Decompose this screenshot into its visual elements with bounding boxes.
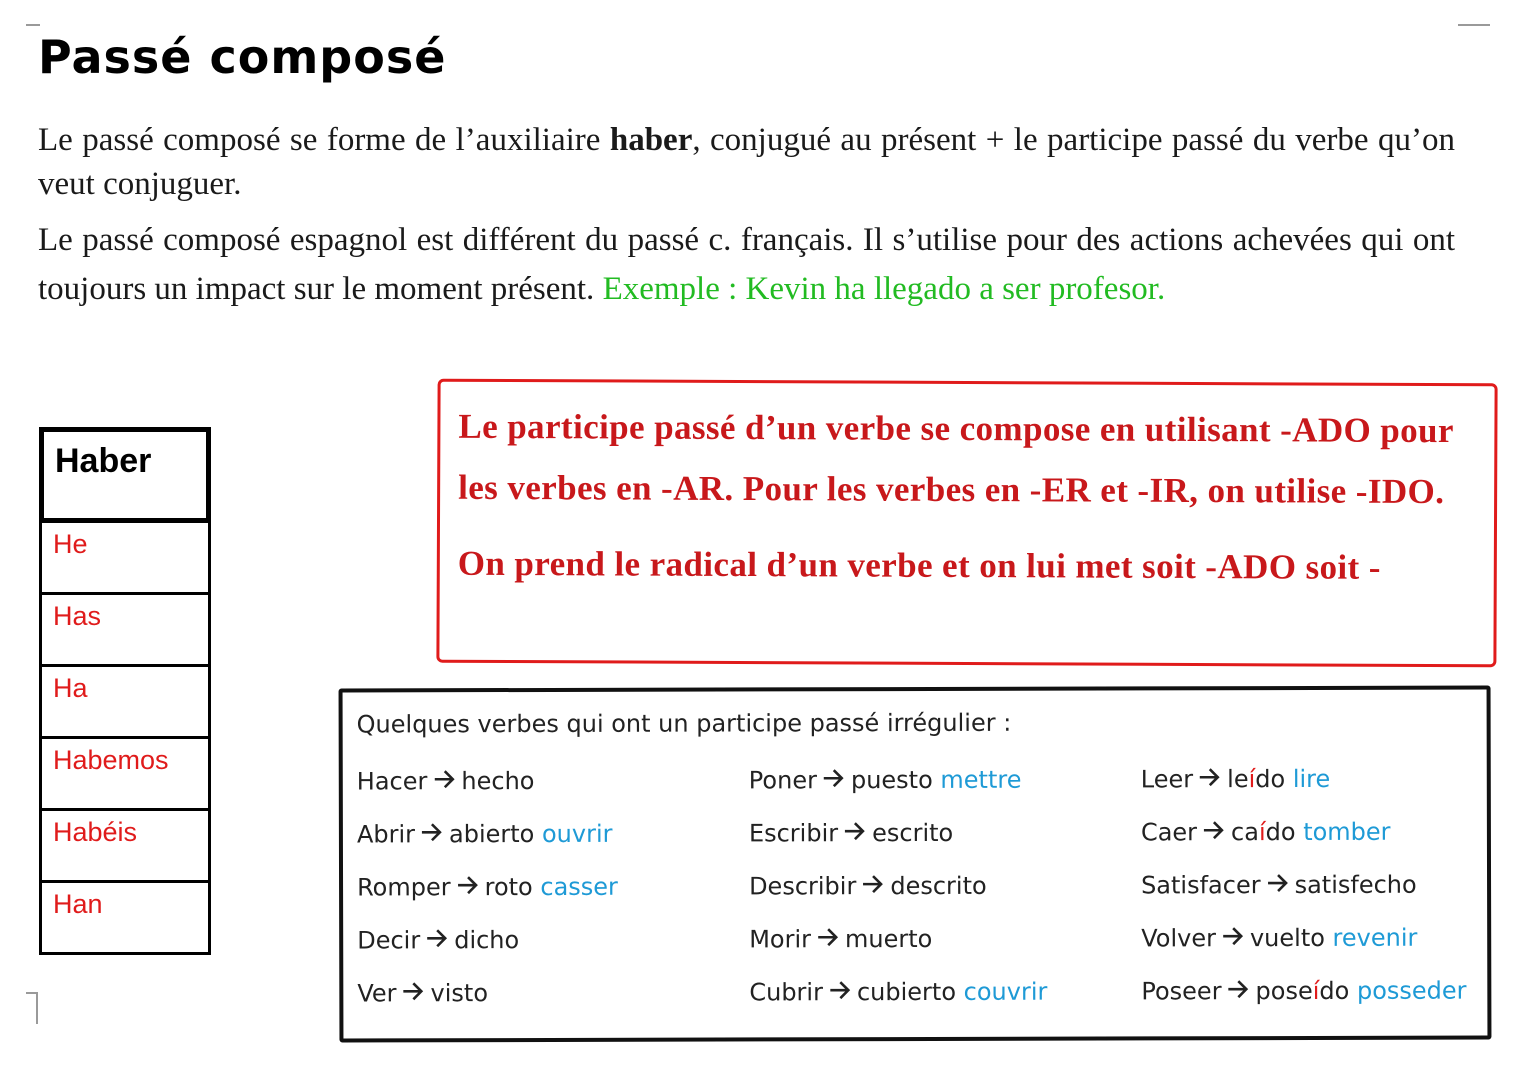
verb-infinitive: Poseer	[1141, 977, 1222, 1006]
usage-text: Le passé composé espagnol est différent du passé c. français. Il s’utilise pour des actions achevées qui ont toujours un impact sur le moment présent.	[38, 222, 1455, 307]
right-arrow-icon	[426, 914, 448, 967]
verb-entry	[749, 965, 1139, 1019]
right-arrow-icon	[402, 967, 424, 1020]
verb-participle: escrito	[872, 818, 954, 848]
right-arrow-icon	[1267, 859, 1289, 912]
intro-paragraph	[38, 118, 1455, 206]
right-arrow-icon	[1222, 912, 1244, 965]
verb-entry	[1141, 805, 1527, 859]
verb-participle	[1256, 977, 1350, 1005]
page-title: Passé composé	[38, 30, 447, 84]
verb-infinitive: Leer	[1140, 765, 1194, 794]
accent-letter: í	[1258, 818, 1266, 847]
participle-part: do	[1255, 765, 1286, 794]
verb-infinitive: Hacer	[356, 767, 428, 796]
verb-infinitive: Abrir	[356, 820, 416, 849]
intro-text-before: Le passé composé se forme de l’auxiliaire	[38, 122, 610, 158]
usage-paragraph	[38, 216, 1455, 314]
verb-infinitive: Satisfacer	[1141, 871, 1261, 900]
verb-entry	[749, 806, 1139, 860]
verb-column	[357, 754, 748, 1020]
french-translation: tomber	[1303, 817, 1391, 846]
page-corner-mark	[36, 992, 38, 1024]
haber-table-row: Ha	[39, 664, 211, 739]
verb-infinitive: Caer	[1140, 818, 1198, 847]
french-translation: casser	[540, 872, 618, 901]
right-arrow-icon	[1199, 753, 1221, 806]
verb-infinitive: Romper	[357, 873, 451, 902]
verb-participle: hecho	[461, 766, 535, 796]
right-arrow-icon	[421, 808, 443, 861]
verb-infinitive: Morir	[749, 925, 812, 954]
french-translation: lire	[1292, 764, 1331, 794]
verb-participle: satisfecho	[1294, 870, 1417, 900]
verb-entry	[1141, 752, 1527, 806]
french-translation: mettre	[940, 765, 1022, 794]
verb-participle: abierto	[448, 819, 535, 849]
accent-letter: í	[1248, 765, 1256, 794]
irregular-verbs-heading: Quelques verbes qui ont un participe passé irrégulier :	[356, 708, 1012, 739]
verb-entry	[357, 913, 747, 967]
verb-entry	[357, 807, 747, 861]
verb-participle: roto	[484, 873, 533, 902]
french-translation: ouvrir	[541, 819, 613, 848]
haber-table-row: Has	[39, 592, 211, 667]
verb-entry	[357, 754, 747, 808]
haber-table-row: Habéis	[39, 808, 211, 883]
right-arrow-icon	[844, 807, 866, 860]
accent-letter: í	[1312, 976, 1320, 1005]
verb-participle	[1227, 765, 1285, 793]
haber-table-header: Haber	[39, 427, 211, 523]
irregular-verbs-box	[339, 685, 1492, 1042]
verb-infinitive: Ver	[357, 979, 397, 1008]
haber-conjugation-table	[39, 430, 211, 955]
french-translation: revenir	[1332, 923, 1418, 952]
verb-infinitive: Escribir	[748, 819, 839, 848]
participle-part: ca	[1230, 818, 1259, 847]
participle-rule-box	[436, 379, 1497, 668]
french-translation: couvrir	[963, 977, 1048, 1006]
participle-part: le	[1227, 765, 1249, 794]
verb-infinitive: Poner	[748, 766, 817, 795]
right-arrow-icon	[1227, 965, 1249, 1018]
verb-participle: cubierto	[856, 977, 957, 1007]
participle-part: pose	[1255, 976, 1313, 1006]
right-arrow-icon	[457, 861, 479, 914]
verb-entry	[357, 966, 747, 1020]
verb-participle	[1231, 818, 1296, 846]
verb-participle: muerto	[844, 924, 933, 954]
right-arrow-icon	[817, 913, 839, 966]
rule-text: Le participe passé d’un verbe se compose en utilisant -ADO pour les verbes en -AR. Pour les verbes en -ER et -IR, on utilise -IDO.	[458, 406, 1454, 512]
right-arrow-icon	[1203, 806, 1225, 859]
verb-entry	[749, 912, 1139, 966]
participle-part: do	[1265, 818, 1296, 847]
right-arrow-icon	[823, 754, 845, 807]
verb-infinitive: Describir	[749, 872, 857, 901]
verb-entry	[357, 860, 747, 914]
rule-text-radical: On prend le radical d’un verbe et on lui met soit -ADO soit -	[457, 543, 1381, 587]
verb-participle: visto	[430, 979, 489, 1008]
verb-participle: puesto	[850, 765, 933, 795]
verb-infinitive: Volver	[1141, 924, 1216, 953]
example-sentence: Exemple : Kevin ha llegado a ser profesor.	[602, 271, 1166, 307]
page-corner-mark	[26, 24, 40, 26]
verb-entry	[1141, 911, 1527, 965]
haber-table-row: He	[39, 520, 211, 595]
verb-participle: descrito	[890, 871, 987, 901]
verb-entry	[749, 753, 1139, 807]
verb-entry	[1141, 964, 1527, 1018]
verb-entry	[1141, 858, 1527, 912]
french-translation: posseder	[1356, 976, 1467, 1005]
verb-entry	[749, 859, 1139, 913]
intro-text-after: , conjugué au présent + le participe passé du verbe qu’on veut conjuguer.	[38, 122, 1455, 202]
verb-column	[1141, 752, 1527, 1018]
haber-table-row: Habemos	[39, 736, 211, 811]
verb-infinitive: Cubrir	[749, 978, 823, 1007]
participle-part: do	[1319, 976, 1350, 1005]
verb-participle: dicho	[454, 926, 520, 955]
right-arrow-icon	[433, 755, 455, 808]
verb-column	[749, 753, 1140, 1019]
haber-table-row: Han	[39, 880, 211, 955]
page-corner-mark	[1458, 24, 1490, 26]
verb-participle: vuelto	[1249, 923, 1325, 953]
verb-infinitive: Decir	[357, 926, 421, 955]
intro-text-bold: haber	[609, 122, 693, 158]
right-arrow-icon	[829, 966, 851, 1019]
right-arrow-icon	[862, 860, 884, 913]
